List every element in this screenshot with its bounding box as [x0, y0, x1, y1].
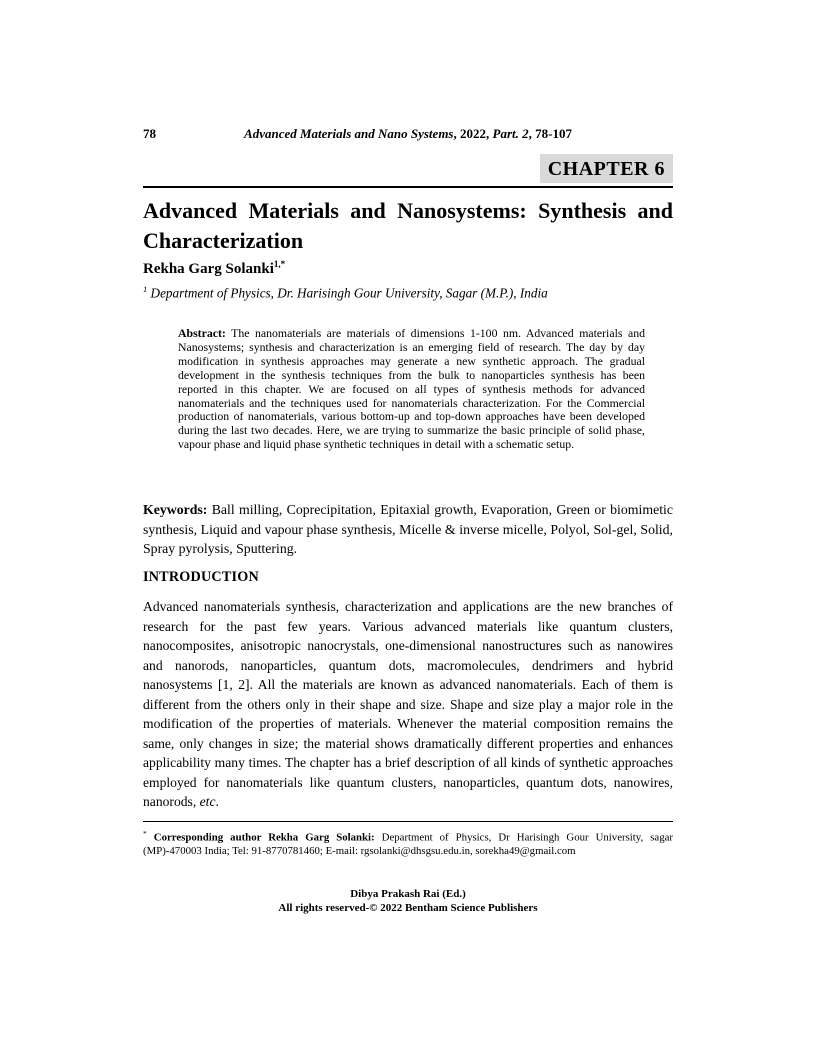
publisher-block — [143, 888, 673, 915]
author-line — [143, 259, 673, 278]
page-number: 78 — [143, 126, 156, 141]
footnote-bold-label: Corresponding author Rekha Garg Solanki: — [146, 831, 375, 844]
author-superscript: 1,* — [273, 259, 286, 269]
footnote-text: Department of Physics, Dr Harisingh Gour University, sagar (MP)-470003 India; Tel: 91-8770781460; E-mail: rgsolanki@dhsgsu.edu.in, sorekha49@gmail.com — [143, 831, 673, 858]
editor-line: Dibya Prakash Rai (Ed.) — [350, 888, 466, 900]
running-head-year: , 2022, — [453, 126, 493, 141]
introduction-period: . — [215, 794, 219, 809]
abstract-text: The nanomaterials are materials of dimensions 1-100 nm. Advanced materials and Nanosystems; synthesis and characterization is an emerging field of research. The day by day modification in synthesis approaches may generate a new synthetic approach. The gradual development in the synthesis techniques from the bulk to nanoparticles synthesis has been reported in this chapter. We are focused on all types of synthesis methods for advanced nanomaterials and the techniques used for nanomaterials characterization. For the Commercial production of nanomaterials, various bottom-up and top-down approaches have been developed during the last two decades. Here, we are trying to summarize the basic principle of solid phase, vapour phase and liquid phase synthetic techniques in detail with a schematic setup. — [178, 326, 645, 452]
footnote-marker: * — [143, 829, 147, 838]
keywords-text: Ball milling, Coprecipitation, Epitaxial growth, Evaporation, Green or biomimetic synthesis, Liquid and vapour phase synthesis, Micelle & inverse micelle, Polyol, Sol-gel, Solid, Spray pyrolysis, Sputtering. — [143, 502, 673, 556]
rights-line: All rights reserved-© 2022 Bentham Science Publishers — [278, 901, 538, 914]
introduction-paragraph — [143, 597, 673, 812]
affiliation-marker: 1 — [143, 284, 148, 294]
chapter-title: Advanced Materials and Nanosystems: Synthesis and Characterization — [143, 198, 673, 253]
abstract-label: Abstract: — [178, 326, 226, 340]
chapter-banner-row — [143, 154, 673, 188]
affiliation-text: Department of Physics, Dr. Harisingh Gour University, Sagar (M.P.), India — [147, 285, 548, 301]
chapter-label: CHAPTER 6 — [540, 154, 673, 183]
running-head-pages: , 78-107 — [528, 126, 572, 141]
affiliation-line — [143, 284, 673, 301]
abstract-block — [178, 327, 645, 452]
running-head — [143, 126, 673, 142]
introduction-text: Advanced nanomaterials synthesis, characterization and applications are the new branches of research for the past few years. Various advanced materials like quantum clusters, nanocomposites, anisotropic nanocrystals, one-dimensional nanostructures such as nanowires and nanorods, nanoparticles, quantum dots, macromolecules, dendrimers and hybrid nanosystems [1, 2]. All the materials are known as advanced nanomaterials. Each of them is different from the others only in their shape and size. Shape and size play a major role in the modification of the properties of materials. Whenever the material composition remains the same, only changes in size; the material shows dramatically different properties and enhances applicability many times. The chapter has a brief description of all kinds of synthetic approaches employed for nanomaterials like quantum clusters, nanoparticles, quantum dots, nanowires, nanorods, — [143, 599, 673, 809]
introduction-heading: INTRODUCTION — [143, 569, 259, 585]
corresponding-author-footnote — [143, 821, 673, 859]
keywords-label: Keywords: — [143, 502, 208, 517]
introduction-etc: etc — [199, 794, 216, 809]
running-head-part: Part. 2 — [492, 126, 529, 141]
keywords-block — [143, 500, 673, 559]
author-name: Rekha Garg Solanki — [143, 261, 274, 277]
running-head-journal: Advanced Materials and Nano Systems — [244, 126, 454, 141]
running-head-text — [244, 126, 572, 141]
